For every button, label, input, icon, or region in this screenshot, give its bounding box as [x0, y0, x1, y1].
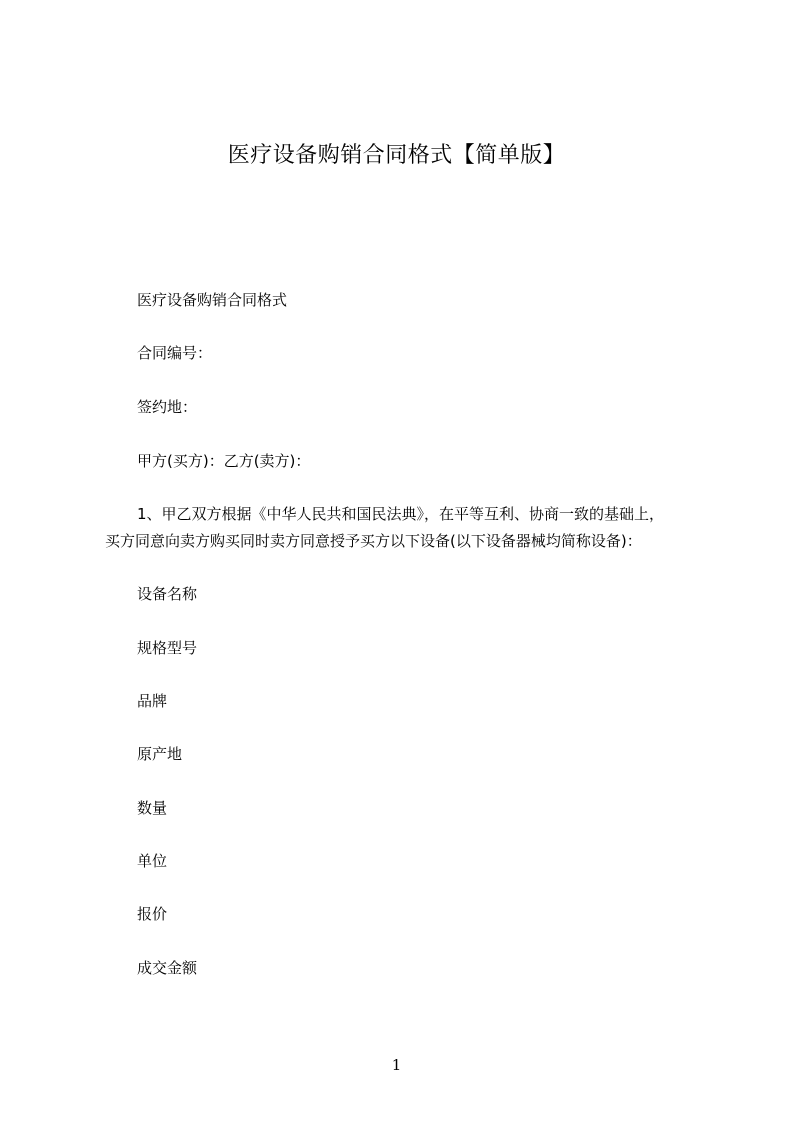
document-title: 医疗设备购销合同格式【简单版】	[227, 143, 566, 168]
field-equipment-name: 设备名称	[137, 585, 198, 603]
field-model-spec: 规格型号	[137, 639, 198, 657]
clause-1-line-1: 1、甲乙双方根据《中华人民共和国民法典》，在平等互利、协商一致的基础上，	[137, 505, 665, 523]
signing-place-label: 签约地：	[137, 398, 198, 416]
parties-label: 甲方(买方)：乙方(卖方)：	[137, 452, 311, 470]
field-quantity: 数量	[137, 799, 168, 817]
field-quote: 报价	[137, 905, 168, 923]
contract-number-label: 合同编号：	[137, 344, 213, 362]
field-origin: 原产地	[137, 745, 183, 763]
clause-1-line-2: 买方同意向卖方购买同时卖方同意授予买方以下设备(以下设备器械均简称设备)：	[105, 532, 642, 550]
field-brand: 品牌	[137, 692, 168, 710]
page-number: 1	[391, 1056, 402, 1074]
field-unit: 单位	[137, 852, 168, 870]
field-transaction-amount: 成交金额	[137, 959, 198, 977]
contract-subtitle: 医疗设备购销合同格式	[137, 291, 288, 309]
